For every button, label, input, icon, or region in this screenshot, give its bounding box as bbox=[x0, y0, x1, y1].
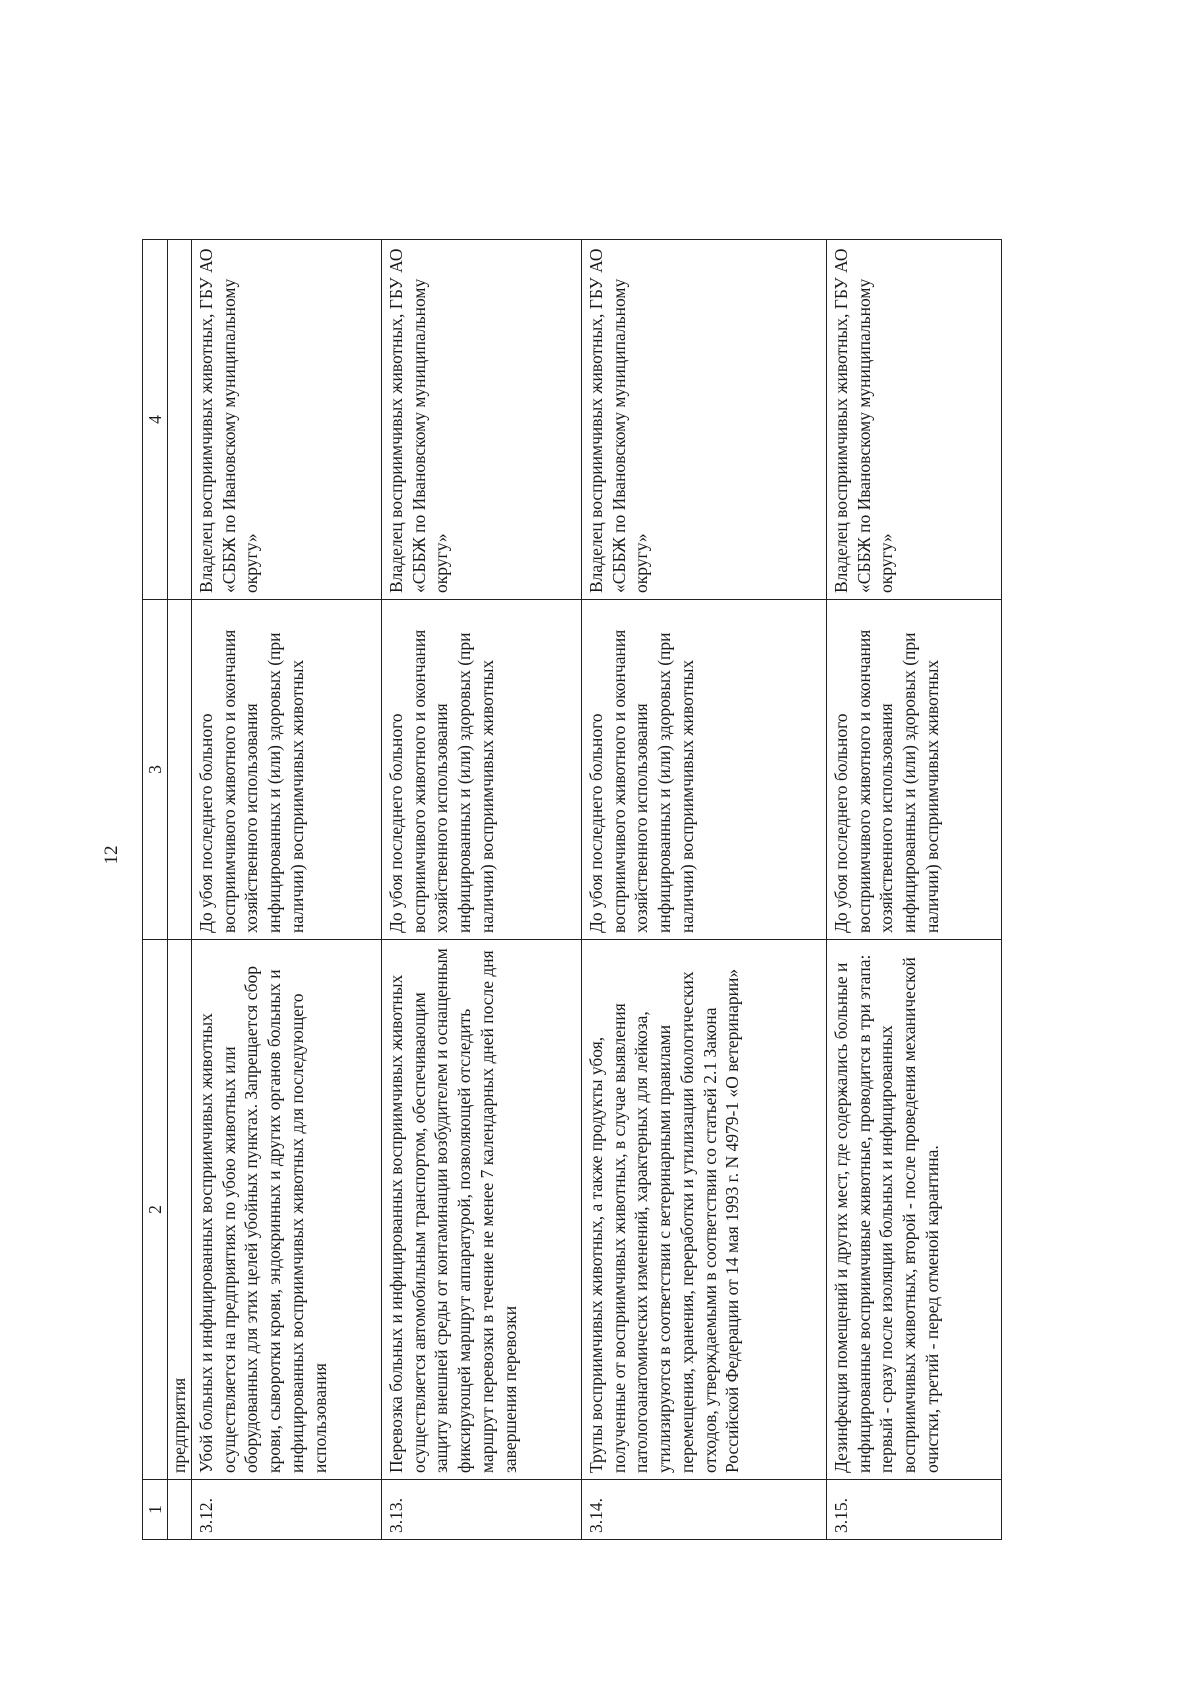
table-row bbox=[191, 240, 381, 1540]
row-responsible: Владелец восприимчивых животных, ГБУ АО «СББЖ по Ивановскому муниципальному округу» bbox=[191, 240, 381, 600]
table-row bbox=[826, 240, 1001, 1540]
column-header-2: 2 bbox=[143, 940, 168, 1480]
row-measure: Убой больных и инфицированных восприимчивых животных осуществляется на предприятиях по убою животных или оборудованных для этих целей убойных пунктах. Запрещается сбор крови, сыворотки крови, эндокринных и других органов больных и инфицированных восприимчивых животных для последующего использования bbox=[191, 940, 381, 1480]
table-header-row bbox=[143, 240, 168, 1540]
row-term: До убоя последнего больного восприимчивого животного и окончания хозяйственного использования инфицированных и (или) здоровых (при наличии) восприимчивых животных bbox=[826, 600, 1001, 940]
continued-cell-measure: предприятия bbox=[168, 940, 192, 1480]
row-number: 3.13. bbox=[381, 1480, 581, 1540]
row-measure: Дезинфекция помещений и других мест, где содержались больные и инфицированные восприимчивые животные, проводится в три этапа: первый - сразу после изоляции больных и инфицированных восприимчивых животных, второй - после проведения механической очистки, третий - перед отменой карантина. bbox=[826, 940, 1001, 1480]
column-header-1: 1 bbox=[143, 1480, 168, 1540]
column-header-3: 3 bbox=[143, 600, 168, 940]
row-responsible: Владелец восприимчивых животных, ГБУ АО «СББЖ по Ивановскому муниципальному округу» bbox=[581, 240, 826, 600]
row-term: До убоя последнего больного восприимчивого животного и окончания хозяйственного использования инфицированных и (или) здоровых (при наличии) восприимчивых животных bbox=[191, 600, 381, 940]
row-term: До убоя последнего больного восприимчивого животного и окончания хозяйственного использования инфицированных и (или) здоровых (при наличии) восприимчивых животных bbox=[581, 600, 826, 940]
table-row bbox=[581, 240, 826, 1540]
row-responsible: Владелец восприимчивых животных, ГБУ АО «СББЖ по Ивановскому муниципальному округу» bbox=[381, 240, 581, 600]
continued-cell-num bbox=[168, 1480, 192, 1540]
row-number: 3.14. bbox=[581, 1480, 826, 1540]
row-number: 3.15. bbox=[826, 1480, 1001, 1540]
row-number: 3.12. bbox=[191, 1480, 381, 1540]
continued-cell-term bbox=[168, 600, 192, 940]
continued-row bbox=[168, 240, 192, 1540]
row-responsible: Владелец восприимчивых животных, ГБУ АО «СББЖ по Ивановскому муниципальному округу» bbox=[826, 240, 1001, 600]
row-term: До убоя последнего больного восприимчивого животного и окончания хозяйственного использования инфицированных и (или) здоровых (при наличии) восприимчивых животных bbox=[381, 600, 581, 940]
row-measure: Перевозка больных и инфицированных восприимчивых животных осуществляется автомобильным транспортом, обеспечивающим защиту внешней среды от контаминации возбудителем и оснащенным фиксирующей маршрут аппаратурой, позволяющей отследить маршрут перевозки в течение не менее 7 календарных дней после дня завершения перевозки bbox=[381, 940, 581, 1480]
page-number: 12 bbox=[101, 845, 122, 865]
rotated-table-wrapper bbox=[142, 240, 1002, 1540]
continued-cell-responsible bbox=[168, 240, 192, 600]
table-row bbox=[381, 240, 581, 1540]
column-header-4: 4 bbox=[143, 240, 168, 600]
measures-table bbox=[142, 239, 1002, 1540]
row-measure: Трупы восприимчивых животных, а также продукты убоя, полученные от восприимчивых животных, в случае выявления патологоанатомических изменений, характерных для лейкоза, утилизируются в соответствии с ветеринарными правилами перемещения, хранения, переработки и утилизации биологических отходов, утверждаемыми в соответствии со статьей 2.1 Закона Российской Федерации от 14 мая 1993 г. N 4979-1 «О ветеринарии» bbox=[581, 940, 826, 1480]
